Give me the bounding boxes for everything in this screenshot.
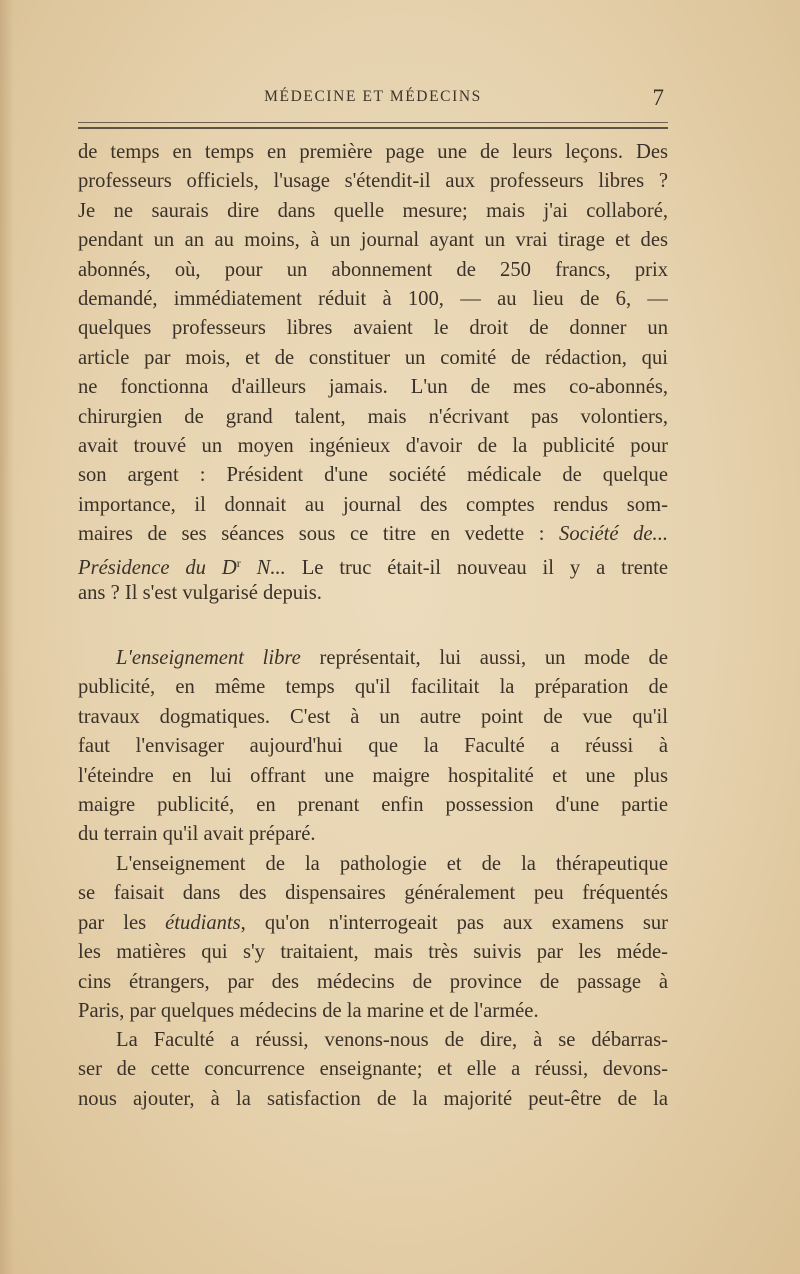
italic-run: Présidence du D: [78, 557, 237, 579]
text-run: maires de ses séances sous ce titre en vedette :: [78, 523, 560, 546]
italic-run: L'enseignement libre: [116, 647, 301, 669]
italic-run: N...: [240, 557, 286, 579]
text-line: [78, 909, 668, 938]
text-line: avait trouvé un moyen ingénieux d'avoir de la publicité pour: [78, 434, 668, 457]
running-head: [78, 85, 668, 112]
text-line: importance, il donnait au journal des comptes rendus som-: [78, 493, 668, 516]
italic-run: Société de...: [559, 523, 668, 546]
page-gutter-shadow: [0, 0, 14, 1274]
text-line: article par mois, et de constituer un comité de rédaction, qui: [78, 346, 668, 369]
text-line: Paris, par quelques médecins de la marine et de l'armée.: [78, 999, 539, 1022]
text-line: maigre publicité, en prenant enfin possession d'une partie: [78, 793, 668, 816]
text-line: faut l'envisager aujourd'hui que la Faculté a réussi à: [78, 735, 668, 758]
text-line: abonnés, où, pour un abonnement de 250 francs, prix: [78, 258, 668, 281]
text-line: [78, 549, 668, 578]
page-number: 7: [652, 85, 664, 110]
text-line: professeurs officiels, l'usage s'étendit-il aux professeurs libres ?: [78, 170, 668, 193]
text-line: La Faculté a réussi, venons-nous de dire, à se débarras-: [116, 1029, 668, 1051]
text-line: du terrain qu'il avait préparé.: [78, 823, 316, 846]
running-title: MÉDECINE ET MÉDECINS: [264, 88, 482, 105]
text-line: quelques professeurs libres avaient le droit de donner un: [78, 317, 668, 340]
text-line: demandé, immédiatement réduit à 100, — au lieu de 6, —: [78, 287, 668, 310]
text-line: pendant un an au moins, à un journal ayant un vrai tirage et des: [78, 229, 668, 252]
text-line: [78, 644, 668, 673]
text-line: son argent : Président d'une société médicale de quelque: [78, 464, 668, 487]
paragraph-2: [78, 644, 668, 850]
text-line: publicité, en même temps qu'il facilitait la préparation de: [78, 676, 668, 699]
text-line: [78, 520, 668, 549]
text-line: chirurgien de grand talent, mais n'écrivant pas volontiers,: [78, 405, 668, 428]
paragraph-4: [78, 1026, 668, 1114]
text-line: l'éteindre en lui offrant une maigre hospitalité et une plus: [78, 764, 668, 787]
text-line: travaux dogmatiques. C'est à un autre point de vue qu'il: [78, 705, 668, 728]
italic-run: étudiants: [165, 911, 241, 934]
text-line: nous ajouter, à la satisfaction de la majorité peut-être de la: [78, 1087, 668, 1110]
text-line: de temps en temps en première page une de leurs leçons. Des: [78, 141, 668, 163]
text-line: les matières qui s'y traitaient, mais très suivis par les méde-: [78, 941, 668, 964]
text-line: cins étrangers, par des médecins de province de passage à: [78, 970, 668, 993]
text-line: Je ne saurais dire dans quelle mesure; mais j'ai collaboré,: [78, 199, 668, 222]
superscript: r: [236, 556, 241, 571]
text-line: ser de cette concurrence enseignante; et elle a réussi, devons-: [78, 1058, 668, 1081]
header-rule-thin: [78, 122, 668, 123]
paragraph-1: [78, 138, 668, 608]
text-run: représentait, lui aussi, un mode de: [300, 647, 668, 669]
header-rule-thick: [78, 127, 668, 129]
text-line: ne fonctionna d'ailleurs jamais. L'un de mes co-abonnés,: [78, 376, 668, 399]
text-run: Le truc était-il nouveau il y a trente: [285, 557, 668, 579]
paragraph-3: [78, 850, 668, 1026]
text-run: par les: [78, 911, 166, 934]
text-line: ans ? Il s'est vulgarisé depuis.: [78, 581, 322, 604]
text-line: L'enseignement de la pathologie et de la thérapeutique: [116, 853, 668, 875]
text-run: , qu'on n'interrogeait pas aux examens sur: [240, 911, 668, 934]
text-line: se faisait dans des dispensaires généralement peu fréquentés: [78, 882, 668, 905]
